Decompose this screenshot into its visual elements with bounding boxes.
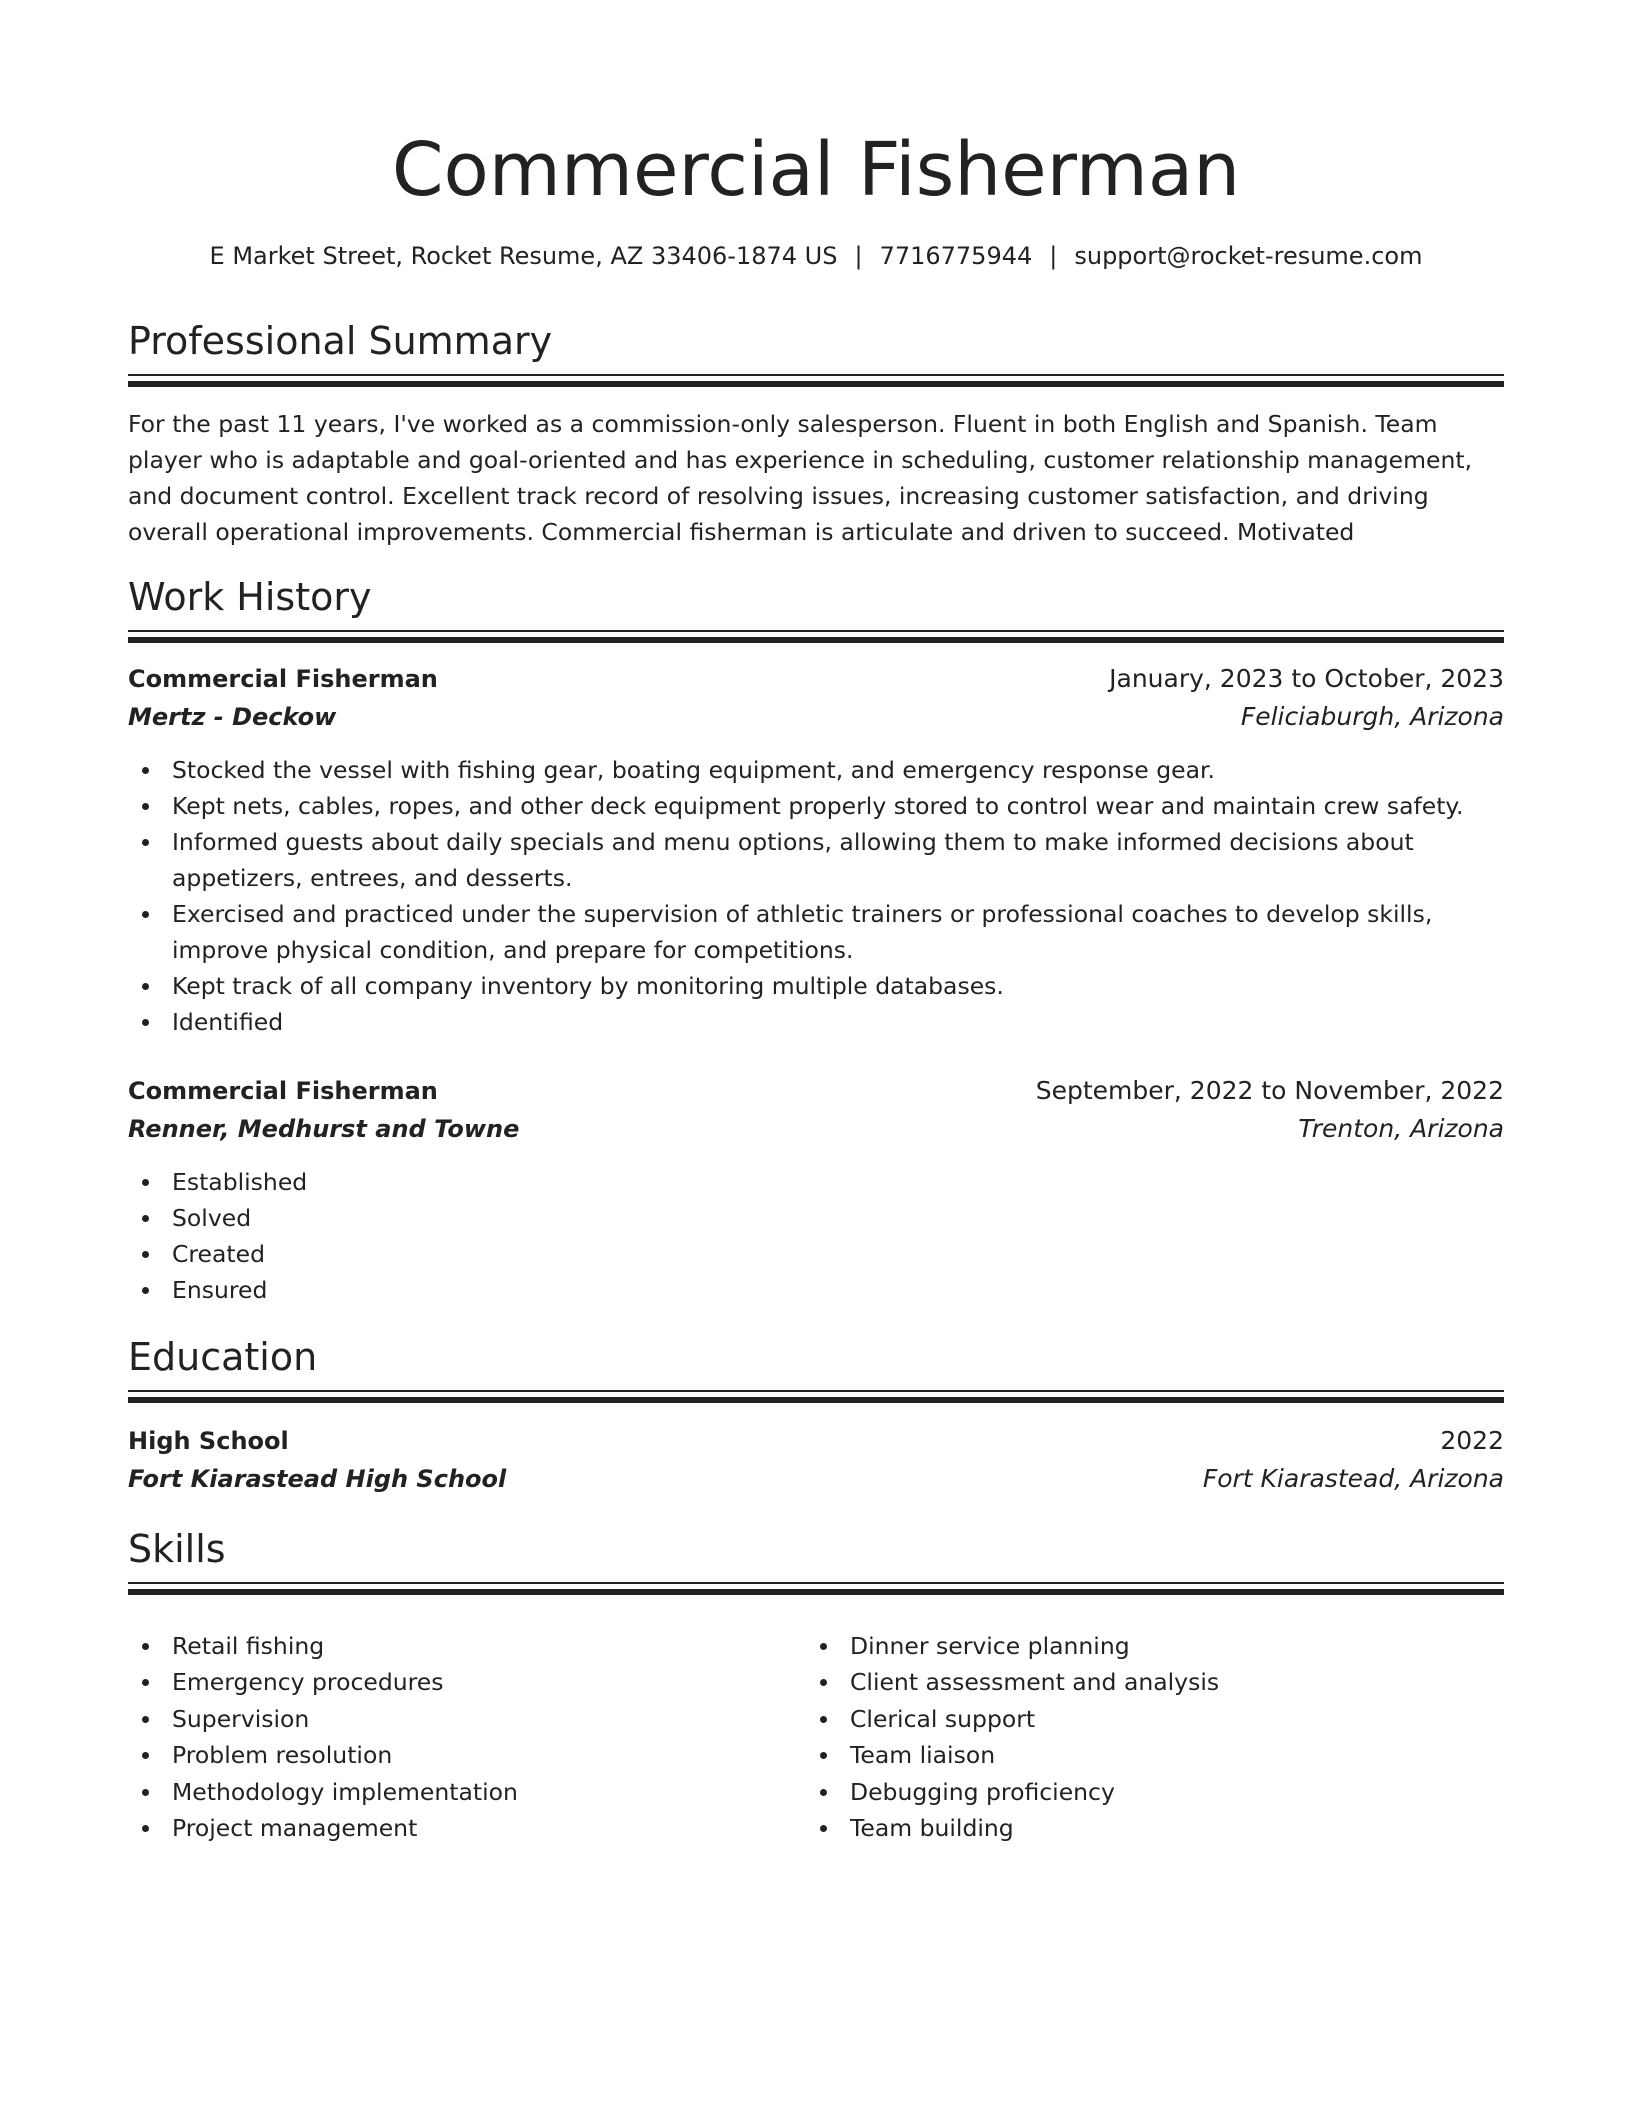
list-item bbox=[128, 1628, 788, 1664]
list-item bbox=[128, 968, 1504, 1004]
skill-text: Problem resolution bbox=[172, 1741, 393, 1770]
education-subheader bbox=[128, 1460, 1504, 1498]
skill-text: Team liaison bbox=[850, 1741, 996, 1770]
bullet-text: Created bbox=[172, 1240, 266, 1268]
list-item bbox=[806, 1774, 1466, 1810]
education-degree: High School bbox=[128, 1427, 289, 1455]
list-item bbox=[806, 1810, 1466, 1846]
skill-text: Team building bbox=[850, 1814, 1014, 1843]
bullet-text: Exercised and practiced under the supervision of athletic trainers or professional coaches to develop skills, improve physical condition, and prepare for competitions. bbox=[172, 900, 1433, 964]
section-divider bbox=[128, 1582, 1504, 1596]
skill-text: Retail fishing bbox=[172, 1632, 325, 1660]
bullet-text: Informed guests about daily specials and menu options, allowing them to make informed decisions about appetizers, entrees, and desserts. bbox=[172, 828, 1414, 892]
bullet-text: Solved bbox=[172, 1204, 252, 1232]
skill-text: Emergency procedures bbox=[172, 1668, 444, 1697]
list-item bbox=[806, 1664, 1466, 1700]
list-item bbox=[128, 1664, 788, 1700]
skill-text: Clerical support bbox=[850, 1704, 1036, 1733]
job-bullets bbox=[128, 752, 1504, 1040]
list-item bbox=[128, 1774, 788, 1810]
job-title: Commercial Fisherman bbox=[128, 1077, 438, 1105]
skill-text: Debugging proficiency bbox=[850, 1777, 1115, 1806]
job-dates: September, 2022 to November, 2022 bbox=[1035, 1076, 1504, 1105]
list-item bbox=[128, 1701, 788, 1737]
job-subheader bbox=[128, 698, 1504, 736]
summary-text: For the past 11 years, I've worked as a commission-only salesperson. Fluent in both English and Spanish. Team player who is adaptable and goal-oriented and has experience in scheduling, customer relationship management, and document control. Excellent track record of resolving issues, increasing customer satisfaction, and driving overall operational improvements. Commercial fisherman is articulate and driven to succeed. Motivated bbox=[128, 410, 1473, 546]
contact-address: E Market Street, Rocket Resume, AZ 33406-1874 US bbox=[209, 242, 838, 270]
job-location: Feliciaburgh, Arizona bbox=[1240, 702, 1504, 731]
list-item bbox=[128, 1737, 788, 1773]
education-location: Fort Kiarastead, Arizona bbox=[1202, 1464, 1504, 1493]
education-year: 2022 bbox=[1440, 1426, 1504, 1455]
job-subheader bbox=[128, 1110, 1504, 1148]
list-item bbox=[128, 1272, 1504, 1308]
list-item bbox=[128, 1164, 1504, 1200]
section-title-work-history: Work History bbox=[128, 575, 372, 619]
list-item bbox=[128, 896, 1504, 968]
contact-line bbox=[128, 238, 1504, 274]
bullet-text: Ensured bbox=[172, 1276, 268, 1304]
job-dates: January, 2023 to October, 2023 bbox=[1109, 664, 1504, 693]
job-bullets bbox=[128, 1164, 1504, 1308]
section-title-summary: Professional Summary bbox=[128, 319, 553, 363]
section-divider bbox=[128, 374, 1504, 388]
contact-separator: | bbox=[854, 242, 863, 270]
job-header bbox=[128, 1072, 1504, 1110]
section-title-skills: Skills bbox=[128, 1527, 226, 1571]
list-item bbox=[128, 1004, 1504, 1040]
skill-text: Supervision bbox=[172, 1704, 310, 1733]
list-item bbox=[128, 1200, 1504, 1236]
list-item bbox=[806, 1628, 1466, 1664]
job-company: Mertz - Deckow bbox=[128, 703, 337, 731]
list-item bbox=[128, 1236, 1504, 1272]
section-divider bbox=[128, 630, 1504, 644]
education-school: Fort Kiarastead High School bbox=[128, 1465, 507, 1493]
bullet-text: Established bbox=[172, 1168, 308, 1196]
list-item bbox=[806, 1701, 1466, 1737]
skills-list-left bbox=[128, 1628, 788, 1846]
contact-email: support@rocket-resume.com bbox=[1074, 242, 1423, 270]
section-title-education: Education bbox=[128, 1335, 318, 1379]
education-header bbox=[128, 1422, 1504, 1460]
contact-separator: | bbox=[1049, 242, 1058, 270]
skill-text: Client assessment and analysis bbox=[850, 1668, 1220, 1697]
candidate-name: Commercial Fisherman bbox=[391, 127, 1241, 213]
bullet-text: Kept track of all company inventory by monitoring multiple databases. bbox=[172, 972, 1004, 1000]
bullet-text: Kept nets, cables, ropes, and other deck equipment properly stored to control wear and maintain crew safety. bbox=[172, 792, 1464, 820]
job-header bbox=[128, 660, 1504, 698]
list-item bbox=[128, 1810, 788, 1846]
skill-text: Dinner service planning bbox=[850, 1632, 1130, 1660]
section-divider bbox=[128, 1390, 1504, 1404]
list-item bbox=[128, 752, 1504, 788]
list-item bbox=[806, 1737, 1466, 1773]
list-item bbox=[128, 788, 1504, 824]
bullet-text: Stocked the vessel with fishing gear, boating equipment, and emergency response gear. bbox=[172, 756, 1215, 784]
job-title: Commercial Fisherman bbox=[128, 665, 438, 693]
job-company: Renner, Medhurst and Towne bbox=[128, 1115, 520, 1143]
skill-text: Methodology implementation bbox=[172, 1777, 518, 1806]
contact-phone: 7716775944 bbox=[879, 242, 1033, 270]
skill-text: Project management bbox=[172, 1814, 418, 1843]
skills-list-right bbox=[806, 1628, 1466, 1846]
job-location: Trenton, Arizona bbox=[1298, 1114, 1504, 1143]
list-item bbox=[128, 824, 1504, 896]
bullet-text: Identified bbox=[172, 1008, 284, 1036]
